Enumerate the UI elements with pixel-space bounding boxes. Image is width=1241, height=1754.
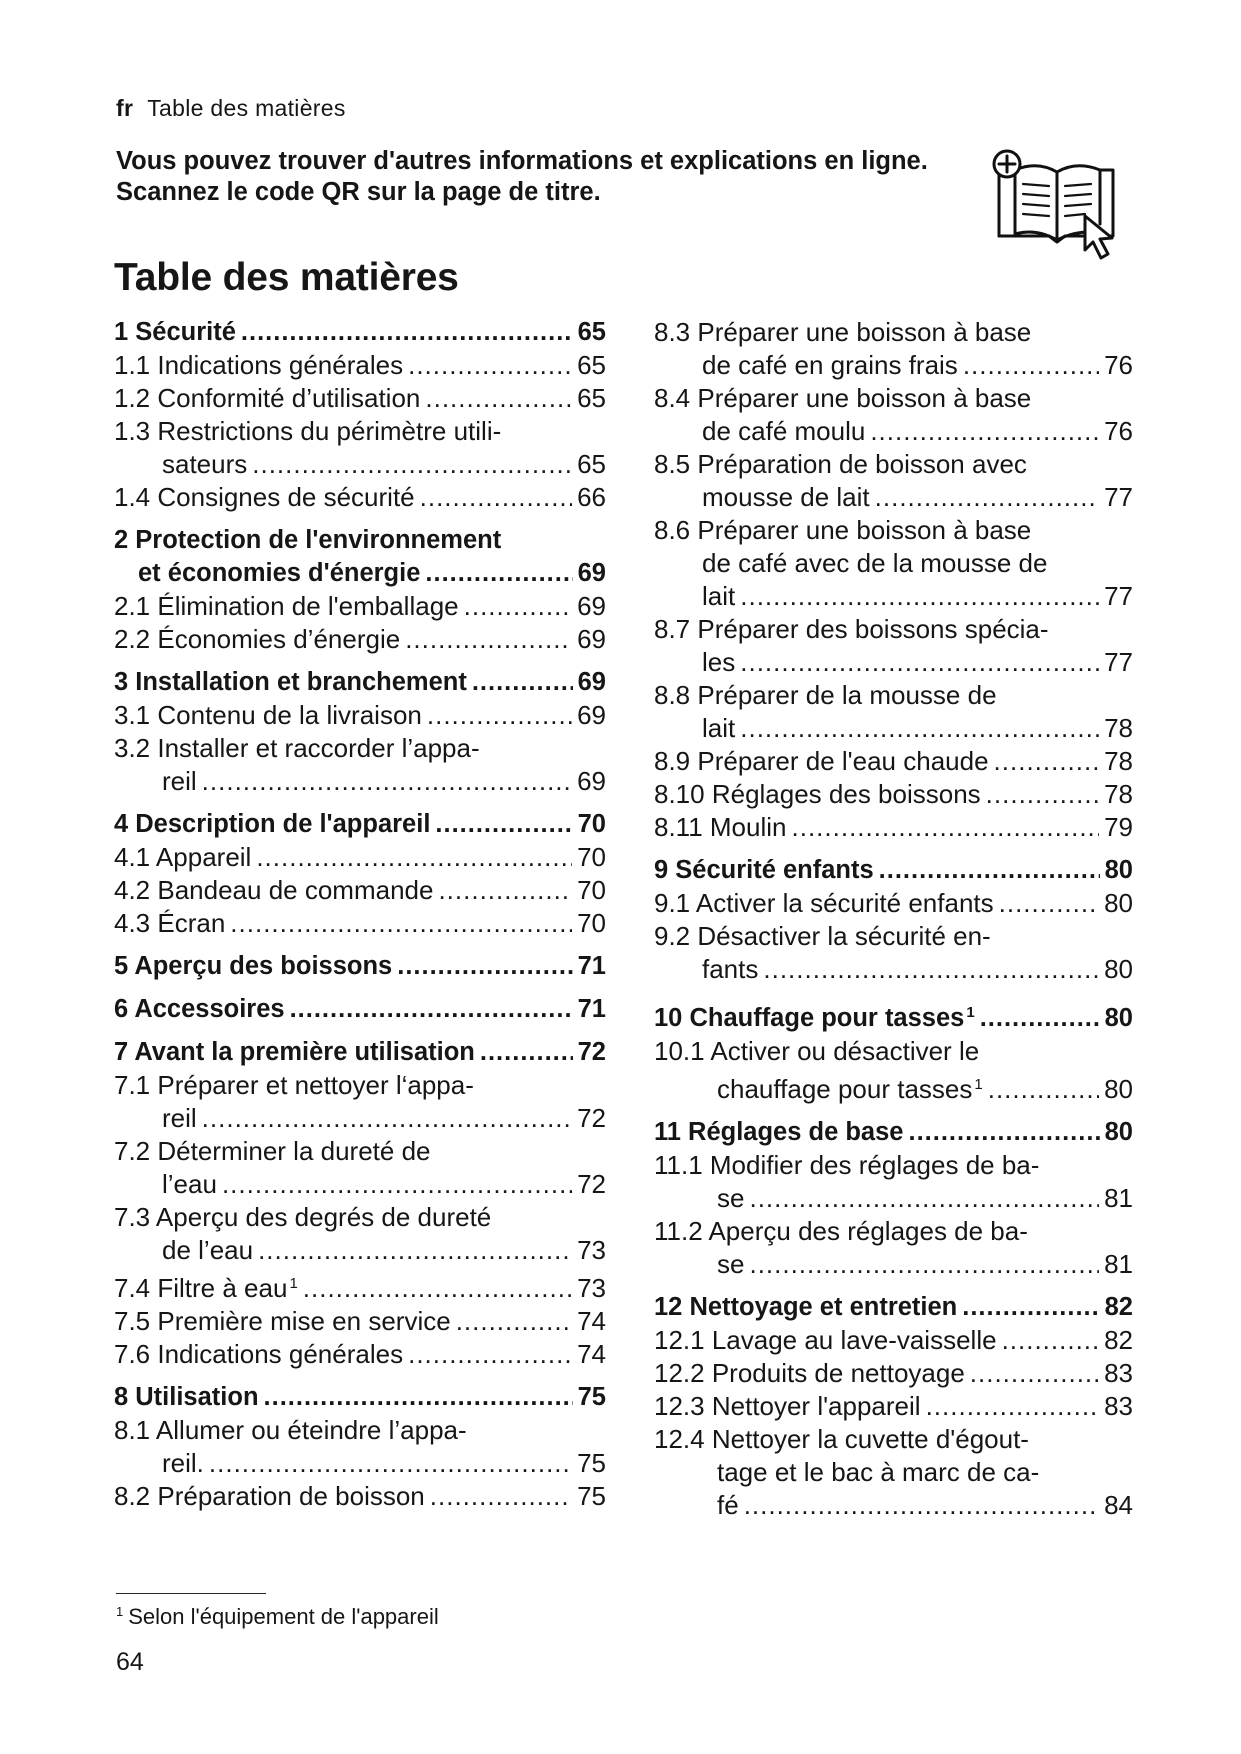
toc-entry-10-1[interactable]: 10.1 Activer ou désactiver le chauffage pour tasses $^1$ ..... 80 [654, 1035, 1133, 1106]
toc-entry-3-1[interactable]: 3.1 Contenu de la livraison ..... 69 [114, 699, 606, 732]
toc-entry-8-3[interactable]: 8.3 Préparer une boisson à base de café en grains frais ..... 76 [654, 316, 1133, 382]
toc-entry-4-2[interactable]: 4.2 Bandeau de commande ..... 70 [114, 874, 606, 907]
page-title: Table des matières [114, 256, 459, 299]
toc-entry-8-6[interactable]: 8.6 Préparer une boisson à base de café avec de la mousse de lait ..... 77 [654, 514, 1133, 613]
toc-entry-8-10[interactable]: 8.10 Réglages des boissons ..... 78 [654, 778, 1133, 811]
toc-entry-1-1[interactable]: 1.1 Indications générales ..... 65 [114, 349, 606, 382]
toc-entry-8-7[interactable]: 8.7 Préparer des boissons spécia- les ..... 77 [654, 613, 1133, 679]
footnote-marker: 1 [289, 1275, 298, 1292]
toc-entry-12-2[interactable]: 12.2 Produits de nettoyage ..... 83 [654, 1357, 1133, 1390]
toc-entry-1-3[interactable]: 1.3 Restrictions du périmètre utili- sateurs ..... 65 [114, 415, 606, 481]
toc-entry-12-4[interactable]: 12.4 Nettoyer la cuvette d'égout- tage et le bac à marc de ca- fé ..... 84 [654, 1423, 1133, 1522]
footnote-marker: 1 [974, 1076, 983, 1093]
toc-entry-8-8[interactable]: 8.8 Préparer de la mousse de lait ..... 78 [654, 679, 1133, 745]
toc-entry-7-6[interactable]: 7.6 Indications générales ..... 74 [114, 1338, 606, 1371]
toc-entry-7-5[interactable]: 7.5 Première mise en service ..... 74 [114, 1305, 606, 1338]
toc-chapter-11[interactable]: 11 Réglages de base ..... 80 [654, 1116, 1133, 1149]
toc-chapter-7[interactable]: 7 Avant la première utilisation ..... 72 [114, 1036, 606, 1069]
toc-entry-7-2[interactable]: 7.2 Déterminer la dureté de l’eau ..... 72 [114, 1135, 606, 1201]
toc-entry-7-4[interactable]: 7.4 Filtre à eau $^1$ ..... 73 [114, 1267, 606, 1305]
manual-book-with-cursor-icon [985, 148, 1130, 263]
toc-chapter-1[interactable]: 1 Sécurité ..... 65 [114, 316, 606, 349]
toc-chapter-8[interactable]: 8 Utilisation ..... 75 [114, 1381, 606, 1414]
toc-chapter-10[interactable]: 10 Chauffage pour tasses $^1$ ..... 80 [654, 996, 1133, 1035]
toc-entry-4-3[interactable]: 4.3 Écran ..... 70 [114, 907, 606, 940]
toc-entry-4-1[interactable]: 4.1 Appareil ..... 70 [114, 841, 606, 874]
toc-chapter-9[interactable]: 9 Sécurité enfants ..... 80 [654, 854, 1133, 887]
toc-entry-9-1[interactable]: 9.1 Activer la sécurité enfants ..... 80 [654, 887, 1133, 920]
toc-chapter-6[interactable]: 6 Accessoires ..... 71 [114, 993, 606, 1026]
toc-chapter-12[interactable]: 12 Nettoyage et entretien ..... 82 [654, 1291, 1133, 1324]
toc-chapter-4[interactable]: 4 Description de l'appareil ..... 70 [114, 808, 606, 841]
language-code: fr [116, 95, 134, 121]
intro-text: Vous pouvez trouver d'autres informations et explications en ligne. Scannez le code QR sur la page de titre. [116, 147, 928, 206]
toc-entry-7-1[interactable]: 7.1 Préparer et nettoyer l‘appa- reil ..... 72 [114, 1069, 606, 1135]
footnote-marker: 1 [966, 1004, 975, 1021]
toc-entry-1-2[interactable]: 1.2 Conformité d’utilisation ..... 65 [114, 382, 606, 415]
toc-entry-2-2[interactable]: 2.2 Économies d’énergie ..... 69 [114, 623, 606, 656]
toc-chapter-2[interactable]: 2 Protection de l'environnement et économies d'énergie ..... 69 [114, 524, 606, 590]
footnote: $^1$ Selon l'équipement de l'appareil [116, 1604, 439, 1629]
running-header-title: Table des matières [147, 95, 346, 121]
toc-entry-8-2[interactable]: 8.2 Préparation de boisson ..... 75 [114, 1480, 606, 1513]
toc-entry-1-4[interactable]: 1.4 Consignes de sécurité ..... 66 [114, 481, 606, 514]
toc-chapter-3[interactable]: 3 Installation et branchement ..... 69 [114, 666, 606, 699]
toc-entry-11-2[interactable]: 11.2 Aperçu des réglages de ba- se ..... 81 [654, 1215, 1133, 1281]
page-number: 64 [116, 1648, 144, 1676]
toc-entry-7-3[interactable]: 7.3 Aperçu des degrés de dureté de l’eau ..... 73 [114, 1201, 606, 1267]
footnote-divider [116, 1593, 266, 1594]
toc-entry-8-11[interactable]: 8.11 Moulin ..... 79 [654, 811, 1133, 844]
toc-entry-8-4[interactable]: 8.4 Préparer une boisson à base de café moulu ..... 76 [654, 382, 1133, 448]
toc-column-right [654, 316, 1133, 1522]
toc-entry-8-1[interactable]: 8.1 Allumer ou éteindre l’appa- reil. ..... 75 [114, 1414, 606, 1480]
toc-entry-11-1[interactable]: 11.1 Modifier des réglages de ba- se ..... 81 [654, 1149, 1133, 1215]
toc-entry-8-9[interactable]: 8.9 Préparer de l'eau chaude ..... 78 [654, 745, 1133, 778]
toc-entry-8-5[interactable]: 8.5 Préparation de boisson avec mousse de lait ..... 77 [654, 448, 1133, 514]
running-header [116, 95, 346, 122]
toc-chapter-5[interactable]: 5 Aperçu des boissons ..... 71 [114, 950, 606, 983]
toc-column-left [114, 316, 606, 1513]
toc-entry-9-2[interactable]: 9.2 Désactiver la sécurité en- fants ..... 80 [654, 920, 1133, 986]
toc-entry-3-2[interactable]: 3.2 Installer et raccorder l’appa- reil ..... 69 [114, 732, 606, 798]
toc-entry-12-3[interactable]: 12.3 Nettoyer l'appareil ..... 83 [654, 1390, 1133, 1423]
toc-entry-12-1[interactable]: 12.1 Lavage au lave-vaisselle ..... 82 [654, 1324, 1133, 1357]
toc-entry-2-1[interactable]: 2.1 Élimination de l'emballage ..... 69 [114, 590, 606, 623]
